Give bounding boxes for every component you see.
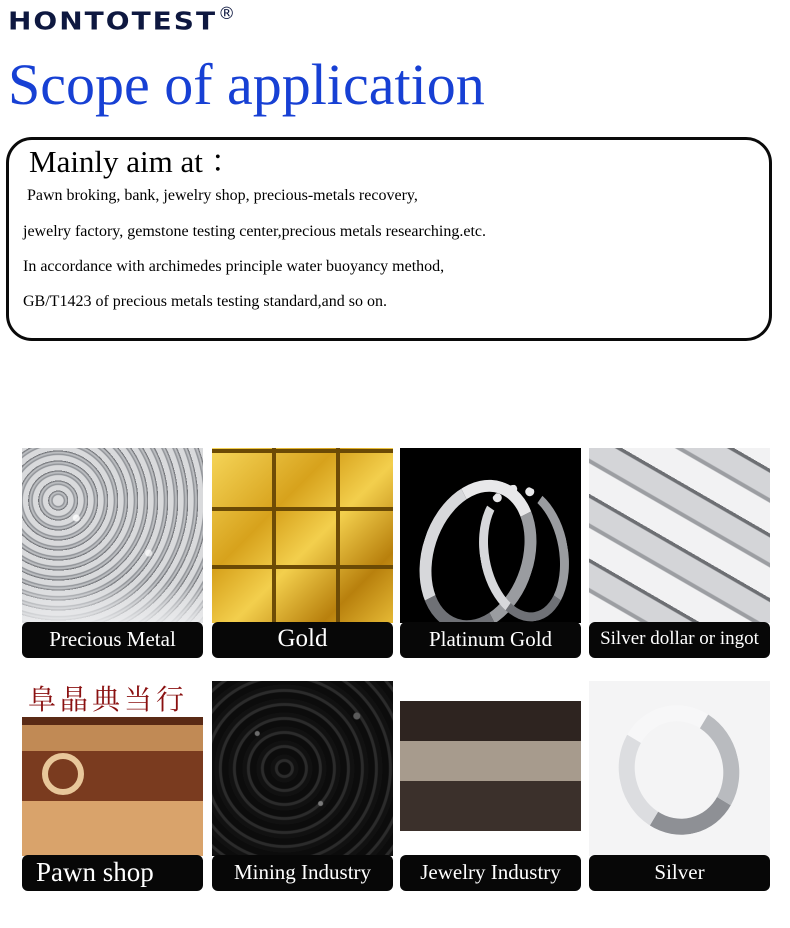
silver-ring-photo <box>589 681 770 856</box>
platinum-rings-photo <box>400 448 581 623</box>
intro-heading: Mainly aim at ： <box>29 144 242 179</box>
tile-pawn-shop <box>22 681 203 891</box>
tile-caption: Gold <box>212 622 393 658</box>
brand-logo <box>8 6 235 40</box>
intro-line-1: Pawn broking, bank, jewelry shop, precious-metals recovery, <box>27 187 418 204</box>
tile-precious-metal <box>22 448 203 658</box>
tile-platinum-gold <box>400 448 581 658</box>
tile-caption: Precious Metal <box>22 622 203 658</box>
tile-caption: Jewelry Industry <box>400 855 581 891</box>
tile-silver <box>589 681 770 891</box>
registered-mark: ® <box>218 4 236 24</box>
tile-mining-industry <box>212 681 393 891</box>
precious-metal-photo <box>22 448 203 623</box>
pawn-shop-sign: 阜晶典当行 <box>28 683 189 716</box>
brand-name: HONTOTEST <box>8 6 218 36</box>
tile-caption: Silver <box>589 855 770 891</box>
gold-bars-photo <box>212 448 393 623</box>
intro-line-3: In accordance with archimedes principle water buoyancy method, <box>23 258 445 275</box>
tile-caption: Silver dollar or ingot <box>589 622 770 658</box>
arch-decoration <box>42 753 84 795</box>
page-title: Scope of application <box>8 52 485 117</box>
tile-caption: Mining Industry <box>212 855 393 891</box>
mining-ore-photo <box>212 681 393 856</box>
tile-caption: Platinum Gold <box>400 622 581 658</box>
tile-silver-ingot <box>589 448 770 658</box>
jewelry-store-photo <box>400 681 581 856</box>
tile-jewelry-industry <box>400 681 581 891</box>
tile-gold <box>212 448 393 658</box>
ring-icon <box>605 692 753 847</box>
intro-line-4: GB/T1423 of precious metals testing standard,and so on. <box>23 293 387 310</box>
pawn-shop-photo <box>22 681 203 856</box>
intro-line-2: jewelry factory, gemstone testing center,precious metals researching.etc. <box>23 223 487 240</box>
intro-box <box>6 137 772 341</box>
silver-ingots-photo <box>589 448 770 623</box>
tile-caption: Pawn shop <box>22 855 203 891</box>
